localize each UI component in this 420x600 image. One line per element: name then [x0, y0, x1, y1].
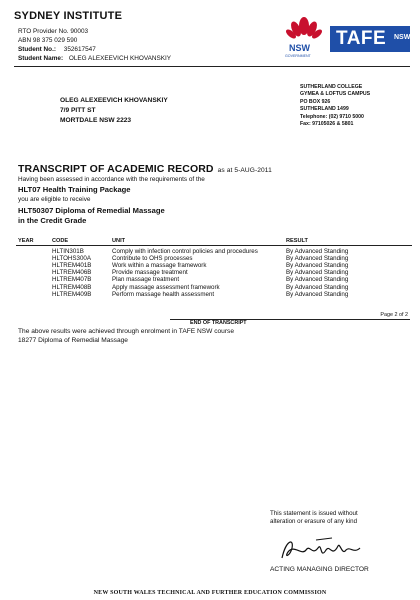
row-unit: Provide massage treatment	[112, 269, 188, 277]
campus-fax: Fax: 97105026 & 5801	[300, 121, 354, 128]
student-name-row	[18, 54, 171, 63]
row-result: By Advanced Standing	[286, 247, 349, 255]
student-name-label: Student Name:	[18, 55, 64, 62]
grade-text: in the Credit Grade	[18, 216, 87, 225]
tafe-logo-text: TAFE	[336, 28, 387, 49]
training-package: HLT07 Health Training Package	[18, 185, 131, 194]
row-code: HLTREM406B	[52, 269, 92, 277]
row-year	[16, 255, 50, 262]
transcript-title-row	[18, 163, 272, 175]
row-code: HLTOHS300A	[52, 254, 91, 262]
row-code: HLTREM401B	[52, 261, 92, 269]
nsw-government-logo	[285, 12, 323, 60]
rto-number: RTO Provider No. 90003	[18, 28, 89, 35]
achievement-statement	[18, 328, 234, 345]
table-row	[16, 255, 412, 262]
address-line-street: 7/9 PITT ST	[60, 107, 96, 114]
column-header-result: RESULT	[284, 238, 412, 246]
row-unit: Work within a massage framework	[112, 261, 207, 269]
row-result: By Advanced Standing	[286, 290, 349, 298]
row-code: HLTIN301B	[52, 247, 84, 255]
director-signature	[276, 534, 366, 564]
transcript-title: TRANSCRIPT OF ACADEMIC RECORD	[18, 163, 214, 175]
campus-line: PO BOX 926	[300, 98, 331, 105]
row-year	[16, 291, 50, 298]
row-unit: Contribute to OHS processes	[112, 254, 193, 262]
row-unit: Comply with infection control policies and procedures	[112, 247, 258, 255]
student-number-row	[18, 45, 96, 54]
campus-phone: Telephone: (02) 9710 5000	[300, 113, 364, 120]
nsw-logo-text: NSW	[289, 43, 310, 53]
campus-line: SUTHERLAND COLLEGE	[300, 84, 363, 90]
row-unit: Apply massage assessment framework	[112, 283, 220, 291]
column-header-code: CODE	[50, 238, 102, 246]
page-number: Page 2 of 2	[380, 312, 408, 318]
row-result: By Advanced Standing	[286, 269, 349, 277]
header-divider	[14, 66, 410, 67]
row-year	[16, 248, 50, 255]
campus-line: GYMEA & LOFTUS CAMPUS	[300, 91, 371, 98]
abn-number: ABN 98 375 029 590	[18, 37, 78, 44]
tafe-nsw-logo	[330, 26, 410, 52]
student-number-label: Student No.:	[18, 46, 56, 53]
address-line-name: OLEG ALEXEEVICH KHOVANSKIY	[60, 97, 168, 104]
row-unit: Perform massage health assessment	[112, 290, 215, 298]
row-code: HLTREM408B	[52, 283, 92, 291]
director-title: ACTING MANAGING DIRECTOR	[270, 566, 369, 573]
achievement-line: The above results were achieved through enrolment in TAFE NSW course	[18, 328, 234, 335]
row-year	[16, 276, 50, 283]
achievement-course: 18277 Diploma of Remedial Massage	[18, 336, 128, 344]
end-of-transcript: END OF TRANSCRIPT	[190, 320, 247, 326]
table-row	[16, 262, 412, 269]
row-result: By Advanced Standing	[286, 261, 349, 269]
campus-line: SUTHERLAND 1499	[300, 106, 349, 113]
units-table	[16, 238, 412, 298]
table-row	[16, 284, 412, 291]
row-year	[16, 269, 50, 276]
tafe-logo-sub: NSW	[394, 34, 411, 41]
commission-footer: NEW SOUTH WALES TECHNICAL AND FURTHER EDUCATION COMMISSION	[93, 590, 327, 596]
institute-name: SYDNEY INSTITUTE	[14, 10, 123, 22]
row-result: By Advanced Standing	[286, 283, 349, 291]
row-year	[16, 262, 50, 269]
eligible-text: you are eligible to receive	[18, 196, 91, 203]
student-name-value: OLEG ALEXEEVICH KHOVANSKIY	[68, 55, 172, 62]
row-code: HLTREM407B	[52, 276, 92, 284]
issue-line: This statement is issued without	[270, 510, 358, 517]
issue-statement	[270, 510, 358, 526]
row-result: By Advanced Standing	[286, 276, 349, 284]
row-year	[16, 284, 50, 291]
diploma-title: HLT50307 Diploma of Remedial Massage	[18, 206, 165, 215]
assessment-intro: Having been assessed in accordance with the requirements of the	[18, 176, 205, 183]
table-header-row	[16, 238, 412, 246]
signature-icon	[276, 534, 366, 564]
row-code: HLTREM409B	[52, 290, 92, 298]
transcript-date: as at 5-AUG-2011	[217, 167, 272, 174]
campus-address	[300, 84, 370, 128]
row-result: By Advanced Standing	[286, 254, 349, 262]
nsw-logo-sub: GOVERNMENT	[285, 54, 311, 58]
table-row	[16, 291, 412, 298]
table-row	[16, 248, 412, 255]
student-number-value: 352617547	[63, 46, 96, 53]
table-row	[16, 276, 412, 283]
column-header-year: YEAR	[16, 238, 50, 246]
column-header-unit: UNIT	[102, 238, 284, 246]
issue-line: alteration or erasure of any kind	[270, 518, 358, 525]
address-line-suburb: MORTDALE NSW 2223	[60, 117, 132, 124]
row-unit: Plan massage treatment	[112, 276, 180, 284]
recipient-address	[60, 96, 168, 126]
table-row	[16, 269, 412, 276]
